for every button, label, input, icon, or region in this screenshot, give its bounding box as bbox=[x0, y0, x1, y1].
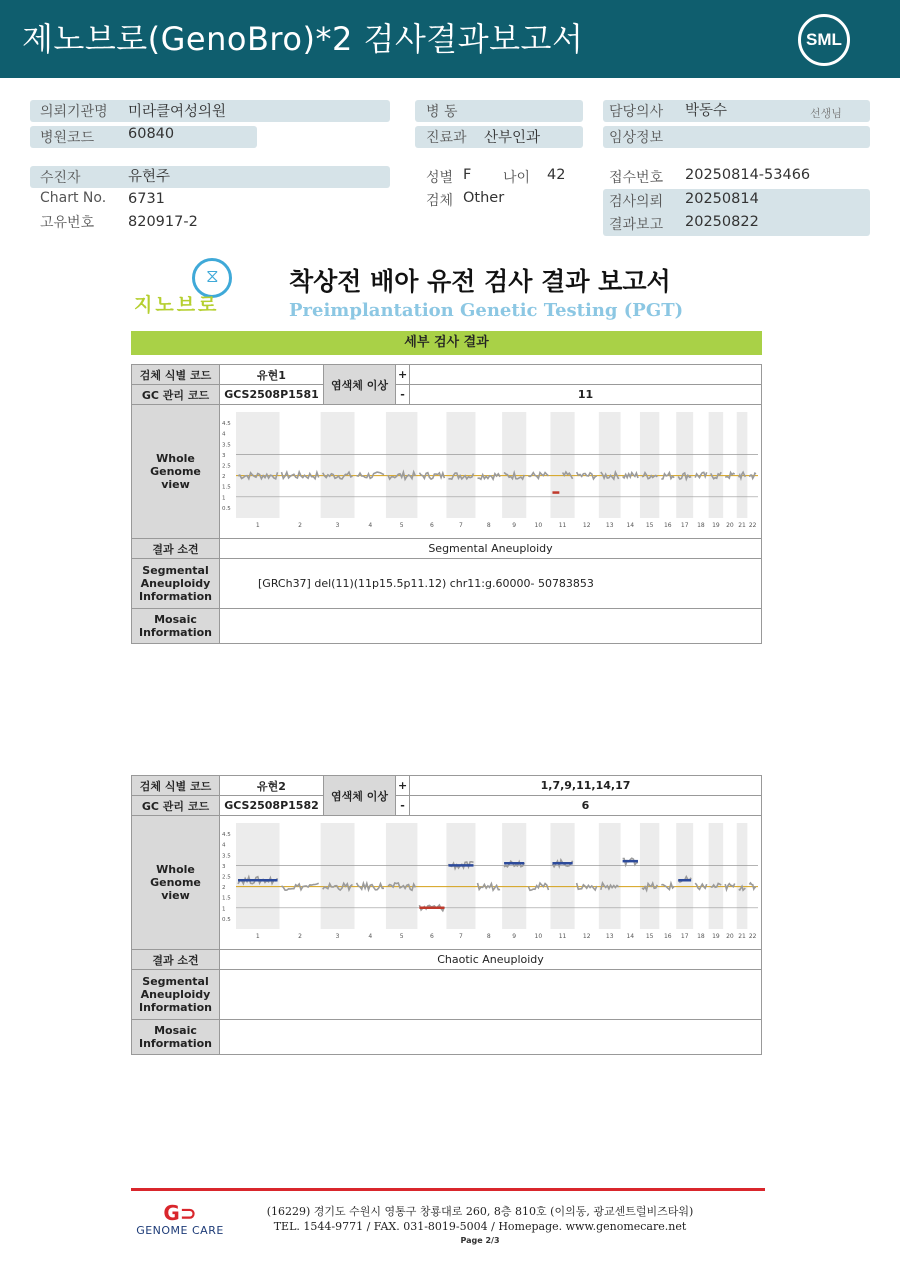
y-tick-label: 4.5 bbox=[222, 420, 231, 427]
sex-label: 성별 bbox=[426, 170, 454, 186]
name-label: 수진자 bbox=[40, 170, 81, 186]
report-label: 결과보고 bbox=[609, 217, 664, 233]
y-tick-label: 4.5 bbox=[222, 831, 231, 838]
finding-value: Segmental Aneuploidy bbox=[220, 539, 762, 559]
trace-chr-16 bbox=[661, 472, 674, 479]
dept-value: 산부인과 bbox=[484, 130, 541, 146]
gain-sign: + bbox=[396, 776, 410, 796]
mosaic-label: Mosaic Information bbox=[132, 1020, 220, 1055]
spec-value: Other bbox=[463, 190, 505, 206]
inst-value: 미라클여성의원 bbox=[128, 104, 227, 120]
dept-label: 진료과 bbox=[426, 130, 467, 146]
y-tick-label: 0.5 bbox=[222, 505, 231, 512]
chrom-abn-label: 염색체 이상 bbox=[324, 365, 396, 405]
chrom-abn-label: 염색체 이상 bbox=[324, 776, 396, 816]
x-tick-label: 15 bbox=[645, 521, 654, 529]
loss-sign: - bbox=[396, 796, 410, 816]
spec-label: 검체 bbox=[426, 193, 454, 209]
x-tick-label: 16 bbox=[663, 932, 672, 940]
code-label: 병원코드 bbox=[40, 130, 95, 146]
age-label: 나이 bbox=[503, 170, 531, 186]
chromosome-band bbox=[737, 412, 748, 518]
sample-id-label: 검체 식별 코드 bbox=[132, 776, 220, 796]
finding-label: 결과 소견 bbox=[132, 539, 220, 559]
clinical-label: 임상정보 bbox=[609, 130, 664, 146]
y-tick-label: 3 bbox=[222, 452, 226, 459]
chromosome-band bbox=[446, 412, 475, 518]
chromosome-band bbox=[599, 412, 621, 518]
mosaic-value bbox=[220, 609, 762, 644]
chromosome-band bbox=[709, 823, 724, 929]
trace-chr-18 bbox=[695, 472, 707, 477]
x-tick-label: 21 bbox=[738, 932, 746, 940]
genome-care-icon: G⊃ bbox=[163, 1201, 197, 1225]
chart-value: 6731 bbox=[128, 191, 165, 207]
chromosome-band bbox=[676, 412, 693, 518]
sml-logo: SML bbox=[798, 14, 850, 66]
report-title-ko: 착상전 배아 유전 검사 결과 보고서 bbox=[289, 267, 671, 296]
genome-plot-cell bbox=[220, 816, 762, 950]
x-tick-label: 17 bbox=[680, 932, 689, 940]
genome-care-name: GENOME CARE bbox=[136, 1224, 224, 1237]
x-tick-label: 11 bbox=[558, 521, 567, 529]
chromosome-band bbox=[321, 823, 355, 929]
doctor-label: 담당의사 bbox=[609, 104, 664, 120]
footer-address: (16229) 경기도 수원시 영통구 창룡대로 260, 8층 810호 (이의동, 광교센트럴비즈타워) bbox=[266, 1205, 694, 1218]
x-tick-label: 16 bbox=[663, 521, 672, 529]
chromosome-band bbox=[709, 412, 724, 518]
x-tick-label: 2 bbox=[298, 521, 303, 529]
x-tick-label: 1 bbox=[255, 521, 260, 529]
recv-label: 접수번호 bbox=[609, 170, 664, 186]
chromosome-band bbox=[386, 412, 417, 518]
page-number: Page 2/3 bbox=[460, 1236, 500, 1245]
x-tick-label: 20 bbox=[726, 932, 734, 940]
x-tick-label: 7 bbox=[459, 521, 463, 529]
x-tick-label: 12 bbox=[582, 932, 591, 940]
y-tick-label: 2 bbox=[222, 884, 226, 891]
req-label: 검사의뢰 bbox=[609, 194, 664, 210]
recv-value: 20250814-53466 bbox=[685, 167, 811, 183]
chromosome-band bbox=[676, 823, 693, 929]
req-value: 20250814 bbox=[685, 191, 759, 207]
y-tick-label: 3.5 bbox=[222, 852, 231, 859]
x-tick-label: 17 bbox=[680, 521, 689, 529]
result-table-2 bbox=[131, 775, 762, 1055]
loss-value: 6 bbox=[410, 796, 762, 816]
genome-plot-cell bbox=[220, 405, 762, 539]
x-tick-label: 9 bbox=[512, 932, 517, 940]
y-tick-label: 2 bbox=[222, 473, 226, 480]
x-tick-label: 11 bbox=[558, 932, 567, 940]
sample-id-label: 검체 식별 코드 bbox=[132, 365, 220, 385]
segmental-value: [GRCh37] del(11)(11p15.5p11.12) chr11:g.60000- 50783853 bbox=[220, 559, 762, 609]
x-tick-label: 7 bbox=[459, 932, 463, 940]
x-tick-label: 19 bbox=[712, 521, 720, 529]
gc-code-label: GC 관리 코드 bbox=[132, 796, 220, 816]
x-tick-label: 5 bbox=[399, 932, 404, 940]
x-tick-label: 14 bbox=[626, 932, 635, 940]
y-tick-label: 1.5 bbox=[222, 484, 231, 491]
chromosome-band bbox=[640, 823, 659, 929]
x-tick-label: 9 bbox=[512, 521, 517, 529]
loss-value: 11 bbox=[410, 385, 762, 405]
chromosome-band bbox=[599, 823, 621, 929]
name-value: 유현주 bbox=[128, 169, 171, 185]
x-tick-label: 5 bbox=[399, 521, 404, 529]
x-tick-label: 8 bbox=[486, 932, 491, 940]
id-value: 820917-2 bbox=[128, 214, 198, 230]
x-tick-label: 22 bbox=[748, 521, 757, 529]
x-tick-label: 3 bbox=[335, 932, 340, 940]
x-tick-label: 19 bbox=[712, 932, 720, 940]
x-tick-label: 10 bbox=[534, 932, 543, 940]
report-value: 20250822 bbox=[685, 214, 759, 230]
x-tick-label: 6 bbox=[430, 932, 434, 940]
gain-value: 1,7,9,11,14,17 bbox=[410, 776, 762, 796]
section-header: 세부 검사 결과 bbox=[131, 331, 762, 355]
age-value: 42 bbox=[547, 167, 566, 183]
gc-code-value: GCS2508P1582 bbox=[220, 796, 324, 816]
x-tick-label: 13 bbox=[605, 521, 614, 529]
x-tick-label: 13 bbox=[605, 932, 614, 940]
chromosome-band bbox=[640, 412, 659, 518]
chromosome-band bbox=[386, 823, 417, 929]
x-tick-label: 4 bbox=[368, 932, 373, 940]
x-tick-label: 18 bbox=[697, 932, 705, 940]
x-tick-label: 2 bbox=[298, 932, 303, 940]
x-tick-label: 14 bbox=[626, 521, 635, 529]
doctor-suffix: 선생님 bbox=[810, 107, 842, 120]
footer-divider bbox=[131, 1188, 765, 1191]
gain-sign: + bbox=[396, 365, 410, 385]
whole-genome-label: Whole Genome view bbox=[132, 816, 220, 950]
chromosome-band bbox=[321, 412, 355, 518]
y-tick-label: 0.5 bbox=[222, 916, 231, 923]
report-title-en: Preimplantation Genetic Testing (PGT) bbox=[289, 300, 684, 321]
code-value: 60840 bbox=[128, 126, 175, 142]
segmental-value bbox=[220, 970, 762, 1020]
footer-contact: TEL. 1544-9771 / FAX. 031-8019-5004 / Homepage. www.genomecare.net bbox=[273, 1220, 687, 1233]
loss-sign: - bbox=[396, 385, 410, 405]
y-tick-label: 2.5 bbox=[222, 874, 231, 880]
y-tick-label: 3 bbox=[222, 863, 226, 870]
y-tick-label: 2.5 bbox=[222, 463, 231, 469]
x-tick-label: 18 bbox=[697, 521, 705, 529]
y-tick-label: 1.5 bbox=[222, 895, 231, 902]
trace-chr-8 bbox=[478, 883, 501, 890]
x-tick-label: 8 bbox=[486, 521, 491, 529]
chromosome-band bbox=[446, 823, 475, 929]
trace-chr-14 bbox=[623, 472, 638, 477]
x-tick-label: 6 bbox=[430, 521, 434, 529]
whole-genome-label: Whole Genome view bbox=[132, 405, 220, 539]
genome-care-logo bbox=[130, 1202, 230, 1242]
mosaic-label: Mosaic Information bbox=[132, 609, 220, 644]
x-tick-label: 10 bbox=[534, 521, 543, 529]
dna-icon: ⧖ bbox=[206, 266, 219, 287]
header-bar bbox=[0, 0, 900, 78]
chromosome-band bbox=[550, 823, 574, 929]
result-table-1 bbox=[131, 364, 762, 644]
id-label: 고유번호 bbox=[40, 215, 95, 231]
chromosome-band bbox=[502, 823, 526, 929]
y-tick-label: 1 bbox=[222, 494, 226, 501]
gc-code-label: GC 관리 코드 bbox=[132, 385, 220, 405]
trace-chr-22 bbox=[749, 883, 756, 889]
x-tick-label: 12 bbox=[582, 521, 591, 529]
x-tick-label: 15 bbox=[645, 932, 654, 940]
chromosome-band bbox=[502, 412, 526, 518]
sample-id-value: 유현1 bbox=[220, 365, 324, 385]
x-tick-label: 22 bbox=[748, 932, 757, 940]
y-tick-label: 3.5 bbox=[222, 441, 231, 448]
y-tick-label: 4 bbox=[222, 842, 226, 849]
segmental-label: Segmental Aneuploidy Information bbox=[132, 559, 220, 609]
gc-code-value: GCS2508P1581 bbox=[220, 385, 324, 405]
chromosome-band bbox=[550, 412, 574, 518]
x-tick-label: 1 bbox=[255, 932, 260, 940]
logo-text: 지노브로 bbox=[134, 294, 220, 316]
document-title: 제노브로(GenoBro)*2 검사결과보고서 bbox=[22, 20, 584, 58]
chromosome-band bbox=[236, 412, 280, 518]
genobro-logo bbox=[132, 256, 247, 318]
chromosome-band bbox=[737, 823, 748, 929]
mosaic-value bbox=[220, 1020, 762, 1055]
trace-chr-8 bbox=[478, 473, 501, 479]
x-tick-label: 21 bbox=[738, 521, 746, 529]
y-tick-label: 1 bbox=[222, 905, 226, 912]
genome-plot-2 bbox=[220, 817, 762, 949]
x-tick-label: 3 bbox=[335, 521, 340, 529]
gain-value bbox=[410, 365, 762, 385]
sample-id-value: 유현2 bbox=[220, 776, 324, 796]
footer-address-block bbox=[260, 1204, 700, 1234]
finding-label: 결과 소견 bbox=[132, 950, 220, 970]
finding-value: Chaotic Aneuploidy bbox=[220, 950, 762, 970]
y-tick-label: 4 bbox=[222, 431, 226, 438]
inst-label: 의뢰기관명 bbox=[40, 104, 108, 120]
x-tick-label: 4 bbox=[368, 521, 373, 529]
x-tick-label: 20 bbox=[726, 521, 734, 529]
name-row-bg bbox=[30, 166, 390, 188]
sex-value: F bbox=[463, 167, 472, 183]
segmental-label: Segmental Aneuploidy Information bbox=[132, 970, 220, 1020]
ward-label: 병 동 bbox=[426, 104, 458, 120]
doctor-value: 박동수 bbox=[685, 103, 728, 119]
genome-plot-1 bbox=[220, 406, 762, 538]
chart-label: Chart No. bbox=[40, 190, 107, 206]
